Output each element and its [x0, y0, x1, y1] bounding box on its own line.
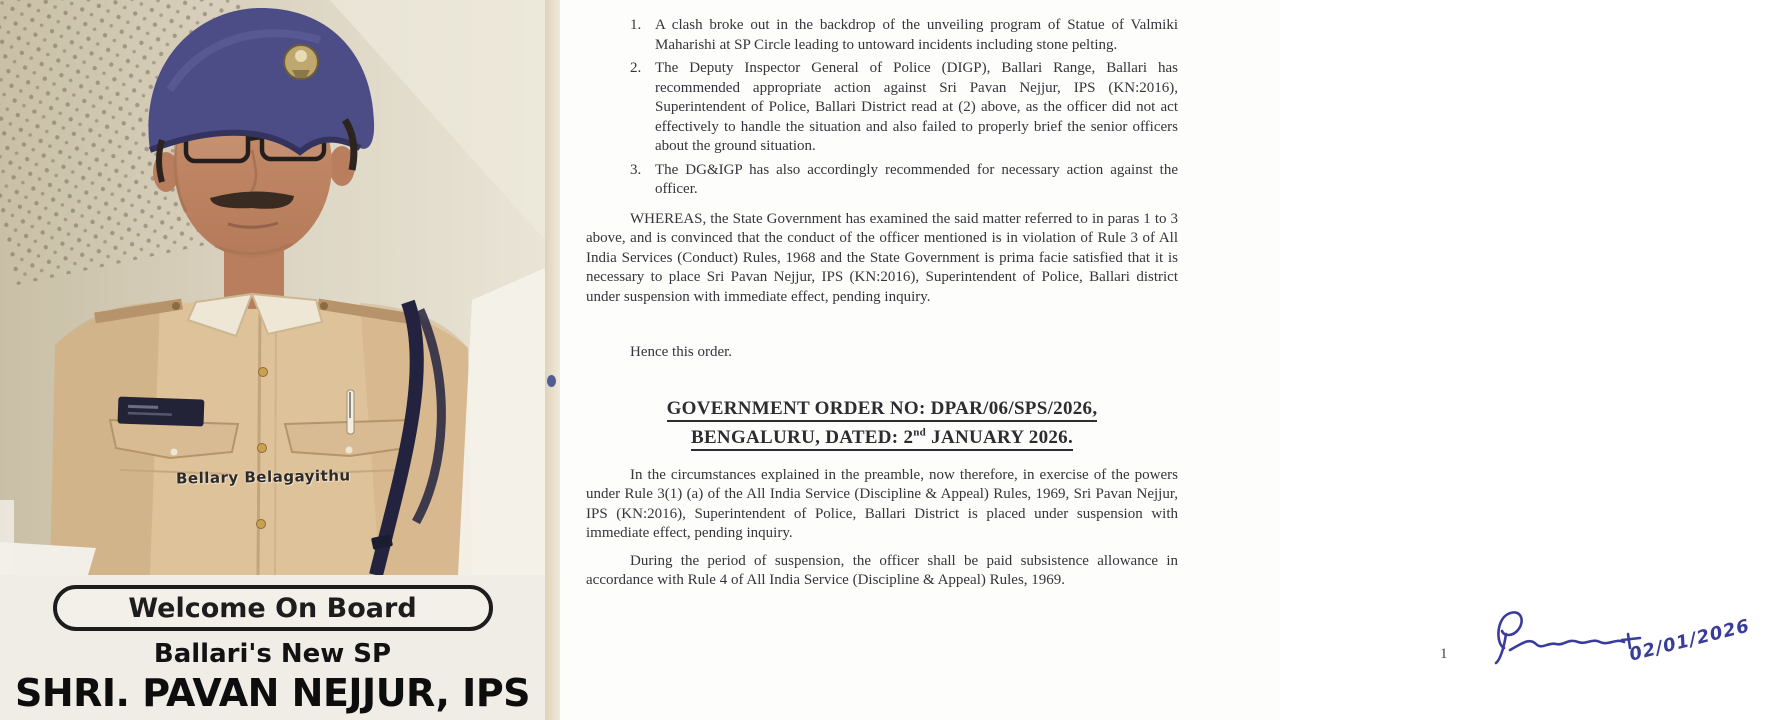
welcome-pill: Welcome On Board — [53, 585, 493, 631]
list-item-number: 1. — [630, 17, 642, 33]
caption-block — [0, 575, 545, 720]
signature-date: 02/01/2026 — [1627, 615, 1753, 666]
order-heading-line1: GOVERNMENT ORDER NO: DPAR/06/SPS/2026, — [667, 398, 1098, 422]
announcement-card — [0, 0, 545, 720]
caption-subtitle: Ballari's New SP — [153, 639, 392, 669]
subsistence-paragraph: During the period of suspension, the officer shall be paid subsistence allowance in accordance with Rule 4 of All India Service (Discipline & Appeal) Rules, 1969. — [586, 552, 1178, 589]
list-item-number: 3. — [630, 161, 642, 178]
name-plate — [118, 397, 205, 427]
list-item — [630, 16, 1178, 55]
photo-watermark: Bellary Belagayithu — [175, 466, 351, 488]
page-number: 1 — [1440, 646, 1448, 662]
list-item — [630, 59, 1178, 157]
officer-photo — [0, 0, 545, 575]
beret-badge-icon — [284, 45, 318, 79]
officer-portrait-illustration — [0, 0, 545, 575]
list-item-text: A clash broke out in the backdrop of the unveiling program of Statue of Valmiki Maharishi at SP Circle leading to untoward incidents including stone pelting. — [655, 17, 1178, 53]
panel-divider — [545, 0, 560, 720]
list-item-number: 2. — [630, 60, 642, 76]
list-item-text: The Deputy Inspector General of Police (DIGP), Ballari Range, Ballari has recommended appropriate action against Sri Pavan Nejjur, IPS (KN:2016), Superintendent of Police, Ballari District read at (2) above, as the officer did not act effectively to handle the situation and also failed to properly brief the senior officers about the ground situation. — [655, 60, 1178, 154]
whereas-paragraph: WHEREAS, the State Government has examined the said matter referred to in paras 1 to 3 above, and is convinced that the conduct of the officer mentioned is in violation of Rule 3 of All India Services (Conduct) Rules, 1968 and the State Government is prima facie satisfied that it is necessary to place Sri Pavan Nejjur, IPS (KN:2016), Superintendent of Police, Ballari district under suspension with immediate effect, pending inquiry. — [586, 210, 1178, 305]
government-order-document — [560, 0, 1753, 720]
ink-dot — [547, 375, 556, 387]
hence-line: Hence this order. — [630, 344, 733, 360]
signature-block — [1490, 596, 1780, 676]
order-paragraph: In the circumstances explained in the preamble, now therefore, in exercise of the powers under Rule 3(1) (a) of the All India Service (Discipline & Appeal) Rules, 1969, Sri Pavan Nejjur, IPS (KN:2016), Superintendent of Police, Ballari District is placed under suspension with immediate effect, pending inquiry. — [586, 466, 1178, 542]
order-heading-line2: BENGALURU, DATED: 2nd JANUARY 2026. — [691, 427, 1073, 451]
pocket-pen — [347, 390, 354, 434]
list-item — [630, 161, 1178, 200]
list-item-text: The DG&IGP has also accordingly recommended for necessary action against the officer. — [655, 161, 1178, 197]
preamble-list — [630, 16, 1178, 200]
order-heading — [586, 397, 1178, 450]
officer-name-title: SHRI. PAVAN NEJJUR, IPS — [14, 671, 531, 715]
